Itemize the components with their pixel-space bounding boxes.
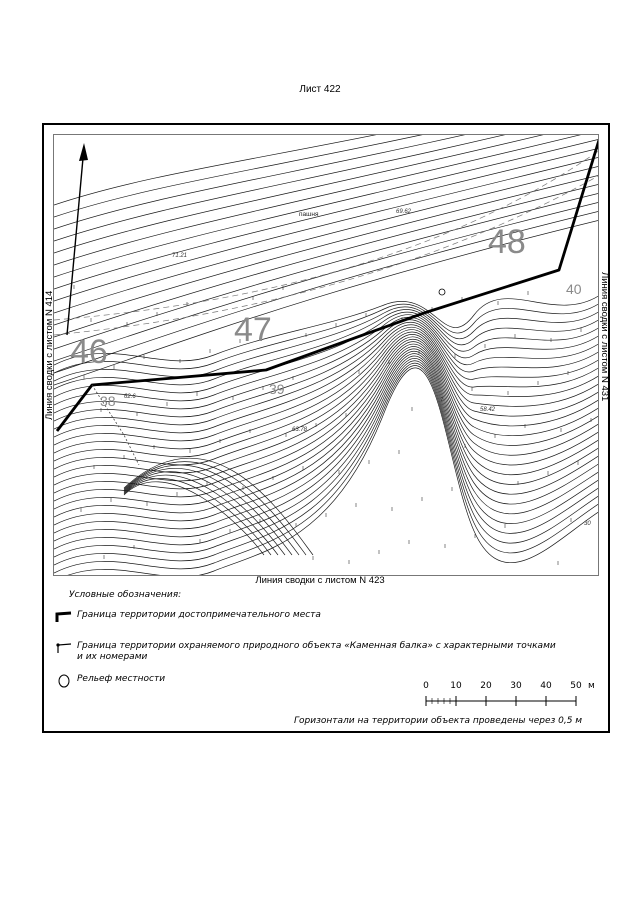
scale-bar-graphic — [420, 693, 590, 709]
point-label-47: 47 — [234, 311, 272, 349]
contour-interval-note: Горизонтали на территории объекта проведены через 0,5 м — [294, 716, 583, 726]
legend-item-label: Рельеф местности — [77, 674, 166, 684]
relief-icon — [55, 674, 73, 688]
elevation-label: 69.62 — [396, 209, 412, 215]
scale-unit: м — [588, 681, 595, 691]
legend-item-label: Граница территории охраняемого природного объекта «Каменная балка» с характерными точками и их номерами — [77, 641, 556, 662]
topographic-map[interactable] — [53, 134, 599, 576]
scale-tick: 10 — [450, 681, 462, 691]
contour-line — [54, 334, 599, 469]
elevation-label: 58.42 — [480, 407, 496, 413]
point-label-48: 48 — [488, 223, 526, 261]
edge-label-right: Линия сводки с листом N 431 — [599, 272, 610, 402]
boundary-line — [57, 140, 599, 431]
elevation-label: 30 — [584, 521, 591, 527]
scale-tick: 0 — [423, 681, 429, 691]
scale-tick: 40 — [540, 681, 552, 691]
point-label-39: 39 — [269, 381, 285, 397]
legend-item-label: Граница территории достопримечательного места — [77, 610, 321, 620]
contour-line — [54, 135, 599, 229]
contour-line — [54, 356, 599, 541]
elevation-label: 63.78 — [292, 427, 308, 433]
field-label: пашня — [299, 211, 319, 218]
north-arrow-icon — [67, 143, 88, 335]
contour-line — [54, 312, 599, 397]
contour-lines — [54, 135, 599, 576]
scale-tick: 30 — [510, 681, 522, 691]
edge-label-left: Линия сводки с листом N 414 — [44, 290, 55, 420]
scale-tick: 50 — [570, 681, 582, 691]
edge-label-bottom: Линия сводки с листом N 423 — [255, 575, 385, 586]
thick-boundary-icon — [55, 610, 73, 624]
contour-line — [54, 327, 599, 445]
point-label-38: 38 — [100, 393, 116, 409]
relief-marker — [439, 289, 445, 295]
scale-bar — [420, 681, 610, 711]
elevation-label: 71.21 — [172, 253, 188, 259]
elevation-label: 62.6 — [124, 394, 136, 400]
thin-boundary-icon — [55, 641, 73, 655]
sheet-title: Лист 422 — [299, 84, 341, 95]
slope-marks — [74, 285, 591, 565]
point-label-46: 46 — [70, 333, 108, 371]
point-label-40: 40 — [566, 281, 582, 297]
scale-tick: 20 — [480, 681, 492, 691]
contour-line — [124, 462, 306, 555]
map-canvas — [54, 135, 599, 576]
contour-line — [54, 148, 599, 289]
contour-line — [54, 193, 599, 349]
legend-title: Условные обозначения: — [69, 590, 182, 600]
